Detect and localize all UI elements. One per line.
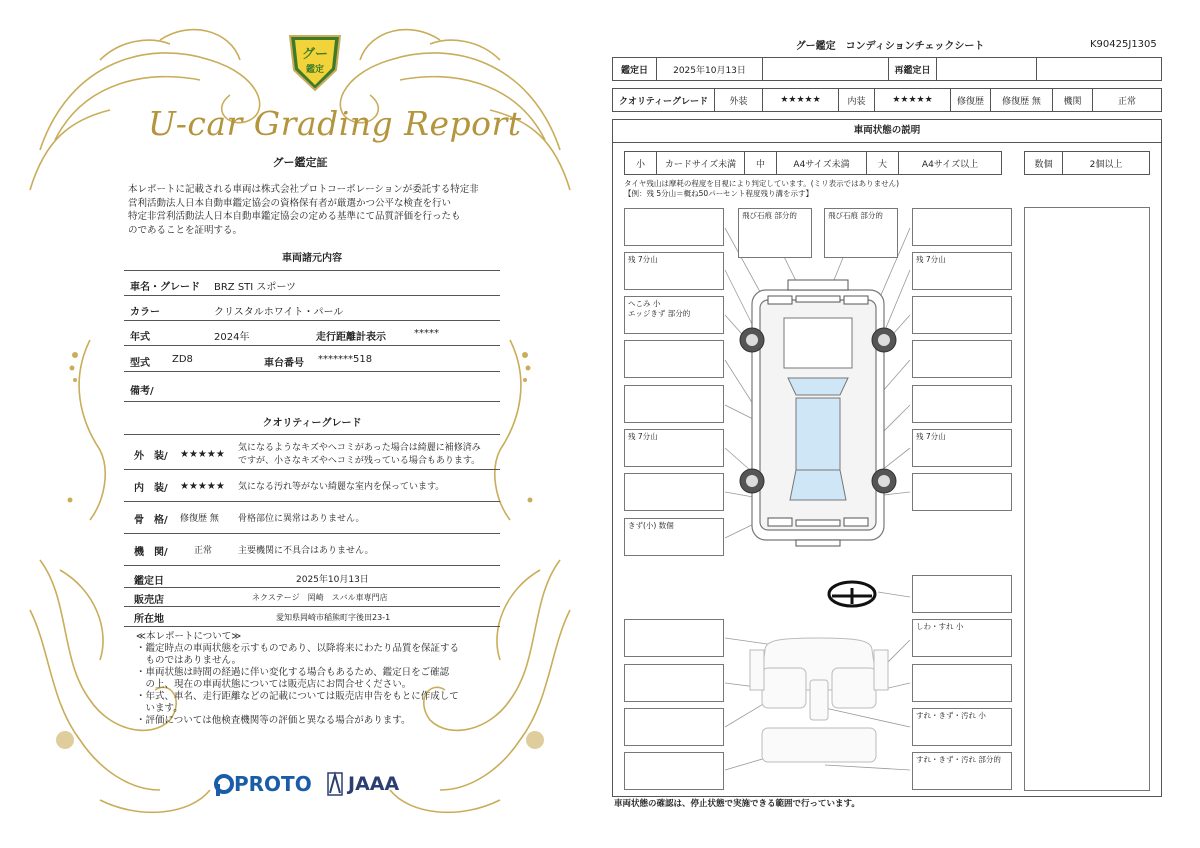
grade-label: クオリティーグレード: [613, 89, 715, 112]
box-label: エッジきず 部分的: [628, 309, 691, 318]
condition-box: [912, 575, 1012, 613]
note-line: ・車両状態は時間の経過に伴い変化する場合もあるため、鑑定日をご確認: [136, 667, 450, 678]
condition-box: [624, 429, 724, 467]
frame-value: 修復歴 無: [180, 514, 219, 524]
dealer-row-shop: [124, 588, 500, 607]
shop-value: ネクステージ 岡崎 スバル車専門店: [252, 593, 388, 602]
box-label: 飛び石痕 部分的: [828, 211, 883, 220]
condition-box: [912, 296, 1012, 334]
model-value: ZD8: [172, 354, 193, 365]
note-line: の上、現在の車両状態については販売店にお問合せください。: [136, 679, 412, 690]
exterior-desc1: 気になるようなキズやヘコミがあった場合は綺麗に補修済み: [238, 443, 481, 453]
engine-value: 正常: [194, 546, 213, 556]
name-value: BRZ STI スポーツ: [214, 282, 297, 293]
address-label: 所在地: [134, 614, 164, 625]
cert-line: 営利活動法人日本自動車鑑定協会の資格保有者が厳選かつ公平な検査を行い: [128, 197, 452, 209]
box-label: 残 7分山: [916, 432, 946, 441]
spec-row-color: [124, 296, 500, 321]
box-label: 飛び石痕 部分的: [742, 211, 797, 220]
note-line: ≪本レポートについて≫: [136, 631, 242, 642]
interior-stars: ★★★★★: [180, 481, 225, 492]
year-label: 年式: [130, 332, 150, 343]
repair-label: 修復歴: [951, 89, 991, 112]
cert-line: 特定非営利活動法人日本自動車鑑定協会の定める基準にて品質評価を行ったも: [128, 211, 461, 222]
box-label: しわ・すれ 小: [916, 622, 964, 631]
proto-logo-text: PROTO: [234, 772, 312, 796]
quality-row-exterior: [124, 435, 500, 470]
note-line: ・評価については他検査機関等の評価と異なる場合があります。: [136, 715, 411, 726]
quality-row-engine: [124, 534, 500, 566]
report-notes: [136, 631, 502, 727]
note-line: ・年式、車名、走行距離などの記載については販売店申告をもとに作成して: [136, 691, 459, 702]
condition-box: [912, 752, 1012, 790]
condition-header: 車両状態の説明: [612, 119, 1162, 143]
legend-large-desc: A4サイズ以上: [899, 152, 1002, 175]
interior-desc: 気になる汚れ等がない綺麗な室内を保っています。: [238, 482, 445, 492]
condition-box: [624, 252, 724, 290]
note-line: ものではありません。: [136, 655, 242, 666]
box-label: 残 7分山: [628, 255, 658, 264]
name-label: 車名・グレード: [130, 282, 200, 293]
condition-box: [624, 340, 724, 378]
cert-line: 本レポートに記載される車両は株式会社プロトコーポレーションが委託する特定非: [128, 184, 479, 195]
dealer-row-address: [124, 607, 500, 627]
sheet-footer: 車両状態の確認は、停止状態で実施できる範囲で行っています。: [614, 799, 860, 809]
spec-header: 車両諸元内容: [282, 253, 342, 264]
condition-box: [912, 252, 1012, 290]
ext-label: 外装: [715, 89, 763, 112]
date-label: 鑑定日: [134, 576, 164, 587]
exterior-stars: ★★★★★: [180, 449, 225, 460]
box-label: へこみ 小: [628, 299, 661, 308]
condition-box: [912, 664, 1012, 702]
engine-value: 正常: [1093, 89, 1162, 112]
condition-box: [912, 473, 1012, 511]
jaaa-logo-icon: [326, 771, 344, 797]
box-label: 残 7分山: [628, 432, 658, 441]
tire-note-line2: 【例：残 5分山＝概ね50パーセント程度残り溝を示す】: [624, 189, 814, 198]
date-label: 鑑定日: [613, 58, 657, 81]
address-value: 愛知県岡崎市稲熊町字後田23-1: [276, 613, 391, 622]
condition-box: [912, 708, 1012, 746]
jaaa-logo-text: JAAA: [348, 773, 400, 795]
spec-row-year: [124, 321, 500, 346]
condition-check-sheet: [600, 0, 1200, 848]
condition-box: [912, 208, 1012, 246]
box-label: 残 7分山: [916, 255, 946, 264]
color-label: カラー: [130, 307, 160, 318]
spec-row-model: [124, 346, 500, 372]
int-stars: ★★★★★: [875, 89, 951, 112]
condition-box: [824, 208, 898, 258]
date-value: 2025年10月13日: [657, 58, 763, 81]
date-value: 2025年10月13日: [296, 575, 369, 585]
condition-box: [624, 385, 724, 423]
shop-label: 販売店: [134, 595, 164, 606]
mileage-value: *****: [414, 328, 439, 339]
condition-box: [624, 473, 724, 511]
model-label: 型式: [130, 358, 150, 369]
condition-box: [624, 518, 724, 556]
frame-label: 骨 格/: [134, 515, 168, 526]
box-label: きず(小) 数個: [628, 521, 674, 530]
legend-mid: 中: [745, 152, 777, 175]
box-label: すれ・きず・汚れ 小: [916, 711, 986, 720]
spec-row-remarks: [124, 372, 500, 402]
legend-count-desc: 2個以上: [1063, 152, 1150, 175]
condition-box: [912, 385, 1012, 423]
exterior-desc2: ですが、小さなキズやヘコミが残っている場合もあります。: [238, 456, 481, 466]
engine-label: 機 関/: [134, 547, 168, 558]
engine-desc: 主要機関に不具合はありません。: [238, 546, 374, 556]
condition-box: [624, 619, 724, 657]
certificate-title: グー鑑定証: [272, 156, 328, 169]
dealer-row-date: [124, 566, 500, 588]
legend-small: 小: [625, 152, 657, 175]
cert-line: のであることを証明する。: [128, 224, 243, 236]
sheet-title: グー鑑定 コンディションチェックシート: [795, 41, 985, 52]
quality-row-frame: [124, 502, 500, 534]
document-id: K90425J1305: [1090, 39, 1157, 50]
legend-small-desc: カードサイズ未満: [657, 152, 745, 175]
redate-label: 再鑑定日: [889, 58, 937, 81]
condition-box: [624, 296, 724, 334]
badge-line1: グー: [301, 47, 329, 62]
notes-column: [1024, 207, 1150, 791]
chassis-value: *******518: [318, 354, 373, 365]
report-script-title: U-car Grading Report: [148, 104, 522, 143]
tire-note-line1: タイヤ残山は摩耗の程度を目視により判定しています。(ミリ表示ではありません): [624, 179, 900, 188]
proto-logo-icon: [214, 774, 234, 796]
condition-box: [912, 340, 1012, 378]
spec-row-name: [124, 271, 500, 296]
condition-box: [738, 208, 812, 258]
note-line: ・鑑定時点の車両状態を示すものであり、以降将来にわたり品質を保証する: [136, 643, 460, 654]
quality-row-interior: [124, 470, 500, 502]
condition-box: [912, 619, 1012, 657]
engine-label: 機関: [1053, 89, 1093, 112]
chassis-label: 車台番号: [264, 358, 304, 369]
goo-badge-icon: [286, 30, 344, 94]
mileage-label: 走行距離計表示: [316, 332, 386, 343]
frame-desc: 骨格部位に異常はありません。: [238, 514, 365, 524]
legend-count: 数個: [1025, 152, 1063, 175]
ext-stars: ★★★★★: [763, 89, 839, 112]
badge-line2: 鑑定: [305, 65, 325, 75]
condition-box: [912, 429, 1012, 467]
year-value: 2024年: [214, 332, 250, 343]
interior-label: 内 装/: [134, 483, 168, 494]
footer-logos: [214, 768, 414, 802]
repair-value: 修復歴 無: [991, 89, 1053, 112]
color-value: クリスタルホワイト・パール: [214, 307, 344, 318]
exterior-label: 外 装/: [134, 451, 168, 462]
int-label: 内装: [839, 89, 875, 112]
legend-large: 大: [867, 152, 899, 175]
box-label: すれ・きず・汚れ 部分的: [916, 755, 1001, 764]
legend-mid-desc: A4サイズ未満: [777, 152, 867, 175]
condition-box: [624, 708, 724, 746]
quality-header: クオリティーグレード: [262, 418, 362, 429]
condition-box: [624, 664, 724, 702]
certificate-text: [128, 183, 500, 237]
remarks-label: 備考/: [130, 386, 154, 397]
condition-box: [624, 752, 724, 790]
note-line: います。: [136, 703, 183, 714]
condition-box: [624, 208, 724, 246]
